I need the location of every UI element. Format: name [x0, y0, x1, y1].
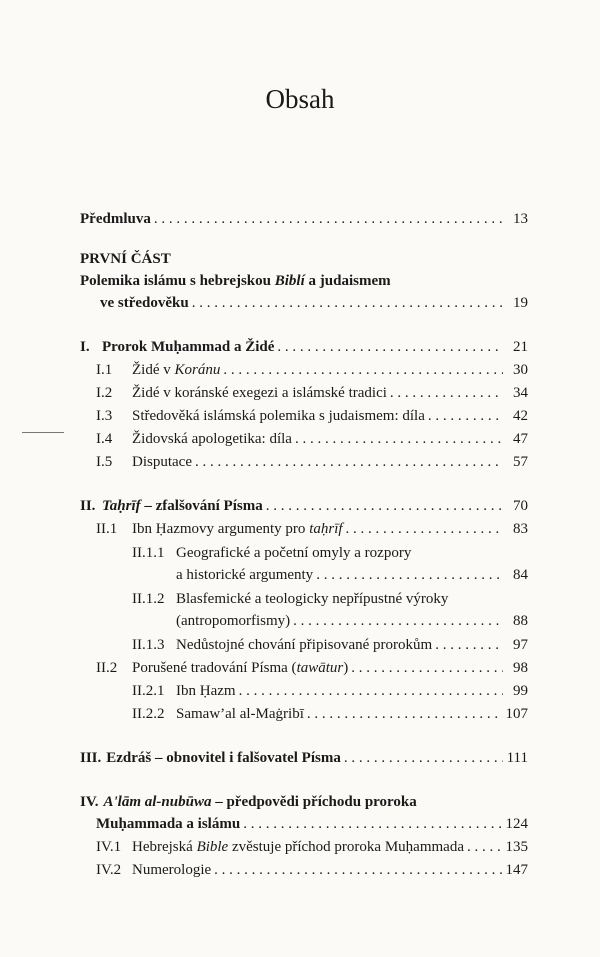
- dot-leader: [154, 210, 503, 229]
- entry-label: (antropomorfismy): [176, 613, 291, 629]
- page-number: 70: [513, 498, 528, 514]
- entry-label: Předmluva: [80, 211, 151, 227]
- label-italic: Bible: [196, 839, 229, 855]
- page-number: 111: [506, 750, 528, 766]
- entry-label: [132, 838, 464, 857]
- label-text: Židé v: [132, 362, 175, 378]
- page-number: 124: [505, 816, 528, 832]
- page-number: 99: [513, 683, 528, 699]
- entry-label: Nedůstojné chování připisované prorokům: [176, 637, 433, 653]
- dot-leader: [223, 361, 503, 380]
- subtitle-text-end: a judaismem: [304, 273, 391, 289]
- section-number: II.1: [96, 521, 118, 537]
- toc-entry-ch1-5[interactable]: [96, 453, 528, 472]
- toc-entry-ch1-3[interactable]: [96, 407, 528, 426]
- chapter-number: II.: [80, 498, 96, 514]
- label-text-end: zvěstuje příchod proroka Muḥammada: [228, 839, 464, 855]
- subtitle-text: Polemika islámu s hebrejskou: [80, 273, 275, 289]
- dot-leader: [467, 838, 503, 857]
- subsection-number: II.1.1: [132, 545, 165, 561]
- toc-entry-ch1[interactable]: [80, 338, 528, 357]
- section-number: I.4: [96, 431, 113, 447]
- toc-entry-ch2[interactable]: [80, 497, 528, 516]
- section-number: I.1: [96, 362, 113, 378]
- page-number: 47: [513, 431, 528, 447]
- chapter-number: IV.: [80, 794, 99, 810]
- toc-entry-ch1-2[interactable]: [96, 384, 528, 403]
- toc-entry-ch4[interactable]: [96, 815, 528, 834]
- chapter-number: III.: [80, 750, 102, 766]
- chapter-number: I.: [80, 339, 90, 355]
- entry-label: Ibn Ḥazm: [176, 683, 236, 699]
- dot-leader: [435, 636, 503, 655]
- toc-entry-ch1-1[interactable]: [96, 361, 528, 380]
- section-number: IV.1: [96, 839, 122, 855]
- entry-label: Numerologie: [132, 862, 212, 878]
- entry-label: [132, 520, 343, 539]
- section-number: I.2: [96, 385, 113, 401]
- dot-leader: [195, 453, 503, 472]
- entry-label: Středověká islámská polemika s judaismem: díla: [132, 408, 425, 424]
- page-number: 83: [513, 521, 528, 537]
- dot-leader: [239, 682, 503, 701]
- dot-leader: [214, 861, 502, 880]
- dot-leader: [192, 294, 503, 313]
- toc-entry-ch1-4[interactable]: [96, 430, 528, 449]
- label-text: – zfalšování Písma: [140, 498, 263, 514]
- part-subtitle: [80, 272, 391, 291]
- toc-entry-ch3[interactable]: [80, 749, 528, 768]
- label-text-end: ): [343, 660, 349, 676]
- section-number: I.5: [96, 454, 113, 470]
- page-number: 84: [513, 567, 528, 583]
- label-italic: A'lām al-nubūwa: [103, 794, 212, 810]
- subsection-number: II.2.2: [132, 706, 165, 722]
- subsection-number: II.2.1: [132, 683, 165, 699]
- entry-label: Ezdráš – obnovitel i falšovatel Písma: [106, 750, 341, 766]
- toc-entry-ch2-1-1-line1: [132, 544, 528, 563]
- page-number: 107: [505, 706, 528, 722]
- toc-entry-ch2-1[interactable]: [96, 520, 528, 539]
- label-text: Ibn Ḥazmovy argumenty pro: [132, 521, 310, 537]
- page-title: Obsah: [265, 84, 335, 114]
- entry-label: [102, 497, 263, 516]
- toc-entry-ch2-1-1[interactable]: [176, 566, 528, 585]
- page-number: 88: [513, 613, 528, 629]
- dot-leader: [390, 384, 503, 403]
- page-number: 21: [513, 339, 528, 355]
- toc-entry-ch4-1[interactable]: [96, 838, 528, 857]
- entry-label: [132, 361, 220, 380]
- pencil-mark: [22, 432, 64, 433]
- section-number: I.3: [96, 408, 113, 424]
- dot-leader: [266, 497, 503, 516]
- label-italic: Koránu: [174, 362, 221, 378]
- page-number: 135: [505, 839, 528, 855]
- dot-leader: [295, 430, 503, 449]
- dot-leader: [243, 815, 502, 834]
- dot-leader: [346, 520, 503, 539]
- entry-label: a historické argumenty: [176, 567, 314, 583]
- page-number: 34: [513, 385, 528, 401]
- toc-entry-ch2-1-2[interactable]: [176, 612, 528, 631]
- toc-entry-ch2-1-2-line1: [132, 590, 528, 609]
- label-italic: tawātur: [296, 660, 344, 676]
- dot-leader: [344, 749, 503, 768]
- entry-label: Prorok Muḥammad a Židé: [102, 339, 275, 355]
- part-heading: PRVNÍ ČÁST: [80, 251, 171, 267]
- label-text: Porušené tradování Písma (: [132, 660, 297, 676]
- entry-label: Židé v koránské exegezi a islámské tradici: [132, 385, 387, 401]
- entry-label: Samaw’al al-Maġribī: [176, 706, 304, 722]
- entry-label: Blasfemické a teologicky nepřípustné výroky: [176, 591, 449, 607]
- subsection-number: II.1.2: [132, 591, 165, 607]
- dot-leader: [428, 407, 503, 426]
- section-number: IV.2: [96, 862, 122, 878]
- page-number: 42: [513, 408, 528, 424]
- page-number: 98: [513, 660, 528, 676]
- entry-label: Geografické a početní omyly a rozpory: [176, 545, 412, 561]
- page-number: 57: [513, 454, 528, 470]
- entry-label: [104, 793, 417, 812]
- subtitle-italic: Biblí: [274, 273, 305, 289]
- entry-label: Židovská apologetika: díla: [132, 431, 292, 447]
- dot-leader: [277, 338, 503, 357]
- page-number: 147: [505, 862, 528, 878]
- label-text: Hebrejská: [132, 839, 197, 855]
- page-number: 97: [513, 637, 528, 653]
- toc-entry-ch4-line1: [80, 793, 528, 812]
- dot-leader: [316, 566, 503, 585]
- entry-label: ve středověku: [100, 295, 189, 311]
- page-number: 19: [513, 295, 528, 311]
- toc-entry-ch2-2[interactable]: [96, 659, 528, 678]
- page-number: 13: [513, 211, 528, 227]
- label-text: – předpovědi příchodu proroka: [211, 794, 417, 810]
- entry-label: Muḥammada a islámu: [96, 816, 241, 832]
- dot-leader: [293, 612, 503, 631]
- dot-leader: [351, 659, 503, 678]
- toc-entry-ch2-1-3[interactable]: [132, 636, 528, 655]
- toc-entry-part1[interactable]: [100, 294, 528, 313]
- page-number: 30: [513, 362, 528, 378]
- toc-entry-ch2-2-1[interactable]: [132, 682, 528, 701]
- toc-entry-ch4-2[interactable]: [96, 861, 528, 880]
- label-italic: Taḥrīf: [102, 498, 141, 514]
- dot-leader: [307, 705, 503, 724]
- subsection-number: II.1.3: [132, 637, 165, 653]
- section-number: II.2: [96, 660, 118, 676]
- toc-entry-ch2-2-2[interactable]: [132, 705, 528, 724]
- entry-label: [132, 659, 348, 678]
- toc-entry-predmluva[interactable]: [80, 210, 528, 229]
- entry-label: Disputace: [132, 454, 192, 470]
- label-italic: taḥrīf: [309, 521, 343, 537]
